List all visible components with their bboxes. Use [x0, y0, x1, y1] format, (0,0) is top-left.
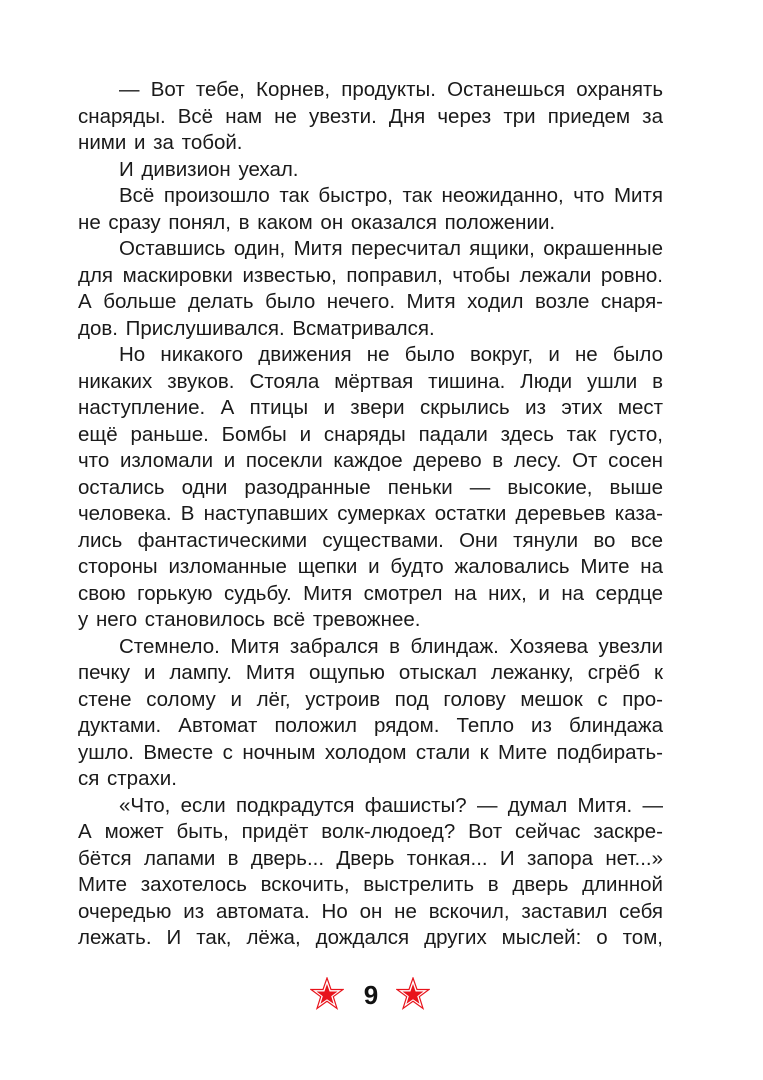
text-line: дуктами. Автомат положил рядом. Тепло из блиндажа — [78, 714, 663, 737]
paragraph — [78, 157, 663, 184]
text-line: ся страхи. — [78, 767, 177, 790]
text-line: печку и лампу. Митя ощупью отыскал лежанку, сгрёб к — [78, 661, 663, 684]
text-line: остались одни разодранные пеньки — высокие, выше — [78, 475, 663, 499]
text-line: Оставшись один, Митя пересчитал ящики, окрашенные — [119, 237, 663, 260]
text-line: снаряды. Всё нам не увезти. Дня через три приедем за — [78, 104, 663, 128]
text-line: И дивизион уехал. — [119, 157, 299, 181]
text-line: дов. Прислушивался. Всматривался. — [78, 316, 435, 340]
red-star-icon — [396, 977, 430, 1011]
page-footer — [0, 975, 763, 1015]
text-line: что изломали и посекли каждое дерево в лесу. От сосен — [78, 449, 663, 472]
paragraph — [78, 634, 663, 793]
text-line: стене солому и лёг, устроив под голову мешок с про- — [78, 687, 663, 711]
text-line: А больше делать было нечего. Митя ходил возле снаря- — [78, 290, 663, 313]
text-line: для маскировки известью, поправил, чтобы лежали ровно. — [78, 263, 663, 287]
paragraph — [78, 793, 663, 952]
red-star-icon — [310, 977, 344, 1011]
text-line: ними и за тобой. — [78, 131, 243, 154]
text-line: Мите захотелось вскочить, выстрелить в дверь длинной — [78, 873, 663, 896]
text-line: стороны изломанные щепки и будто жаловались Мите на — [78, 555, 663, 578]
text-line: ушло. Вместе с ночным холодом стали к Мите подбирать- — [78, 740, 663, 764]
text-line: не сразу понял, в каком он оказался положении. — [78, 210, 556, 234]
text-line: Стемнело. Митя забрался в блиндаж. Хозяева увезли — [119, 634, 663, 658]
paragraph — [78, 236, 663, 342]
text-line: наступление. А птицы и звери скрылись из этих мест — [78, 396, 663, 419]
text-line: ещё раньше. Бомбы и снаряды падали здесь так густо, — [78, 422, 663, 446]
text-line: А может быть, придёт волк-людоед? Вот сейчас заскре- — [78, 820, 663, 843]
paragraph — [78, 77, 663, 157]
text-line: «Что, если подкрадутся фашисты? — думал Митя. — — [119, 793, 663, 817]
paragraph — [78, 183, 663, 236]
text-line: Всё произошло так быстро, так неожиданно, что Митя — [119, 184, 663, 207]
paragraph — [78, 342, 663, 634]
text-line: бётся лапами в дверь... Дверь тонкая... И запора нет...» — [78, 846, 663, 870]
page-number: 9 — [363, 980, 379, 1010]
text-line: лежать. И так, лёжа, дождался других мыслей: о том, — [78, 926, 663, 949]
text-line: Но никакого движения не было вокруг, и не было — [119, 343, 663, 366]
text-line: свою горькую судьбу. Митя смотрел на них, и на сердце — [78, 581, 663, 605]
text-line: человека. В наступавших сумерках остатки деревьев каза- — [78, 502, 663, 525]
text-line: у него становилось всё тревожнее. — [78, 608, 421, 631]
page-body-text — [78, 77, 663, 952]
text-line: никаких звуков. Стояла мёртвая тишина. Люди ушли в — [78, 369, 663, 393]
text-line: лись фантастическими существами. Они тянули во все — [78, 528, 663, 552]
text-line: — Вот тебе, Корнев, продукты. Останешься охранять — [119, 78, 663, 101]
text-line: очередью из автомата. Но он не вскочил, заставил себя — [78, 899, 663, 923]
